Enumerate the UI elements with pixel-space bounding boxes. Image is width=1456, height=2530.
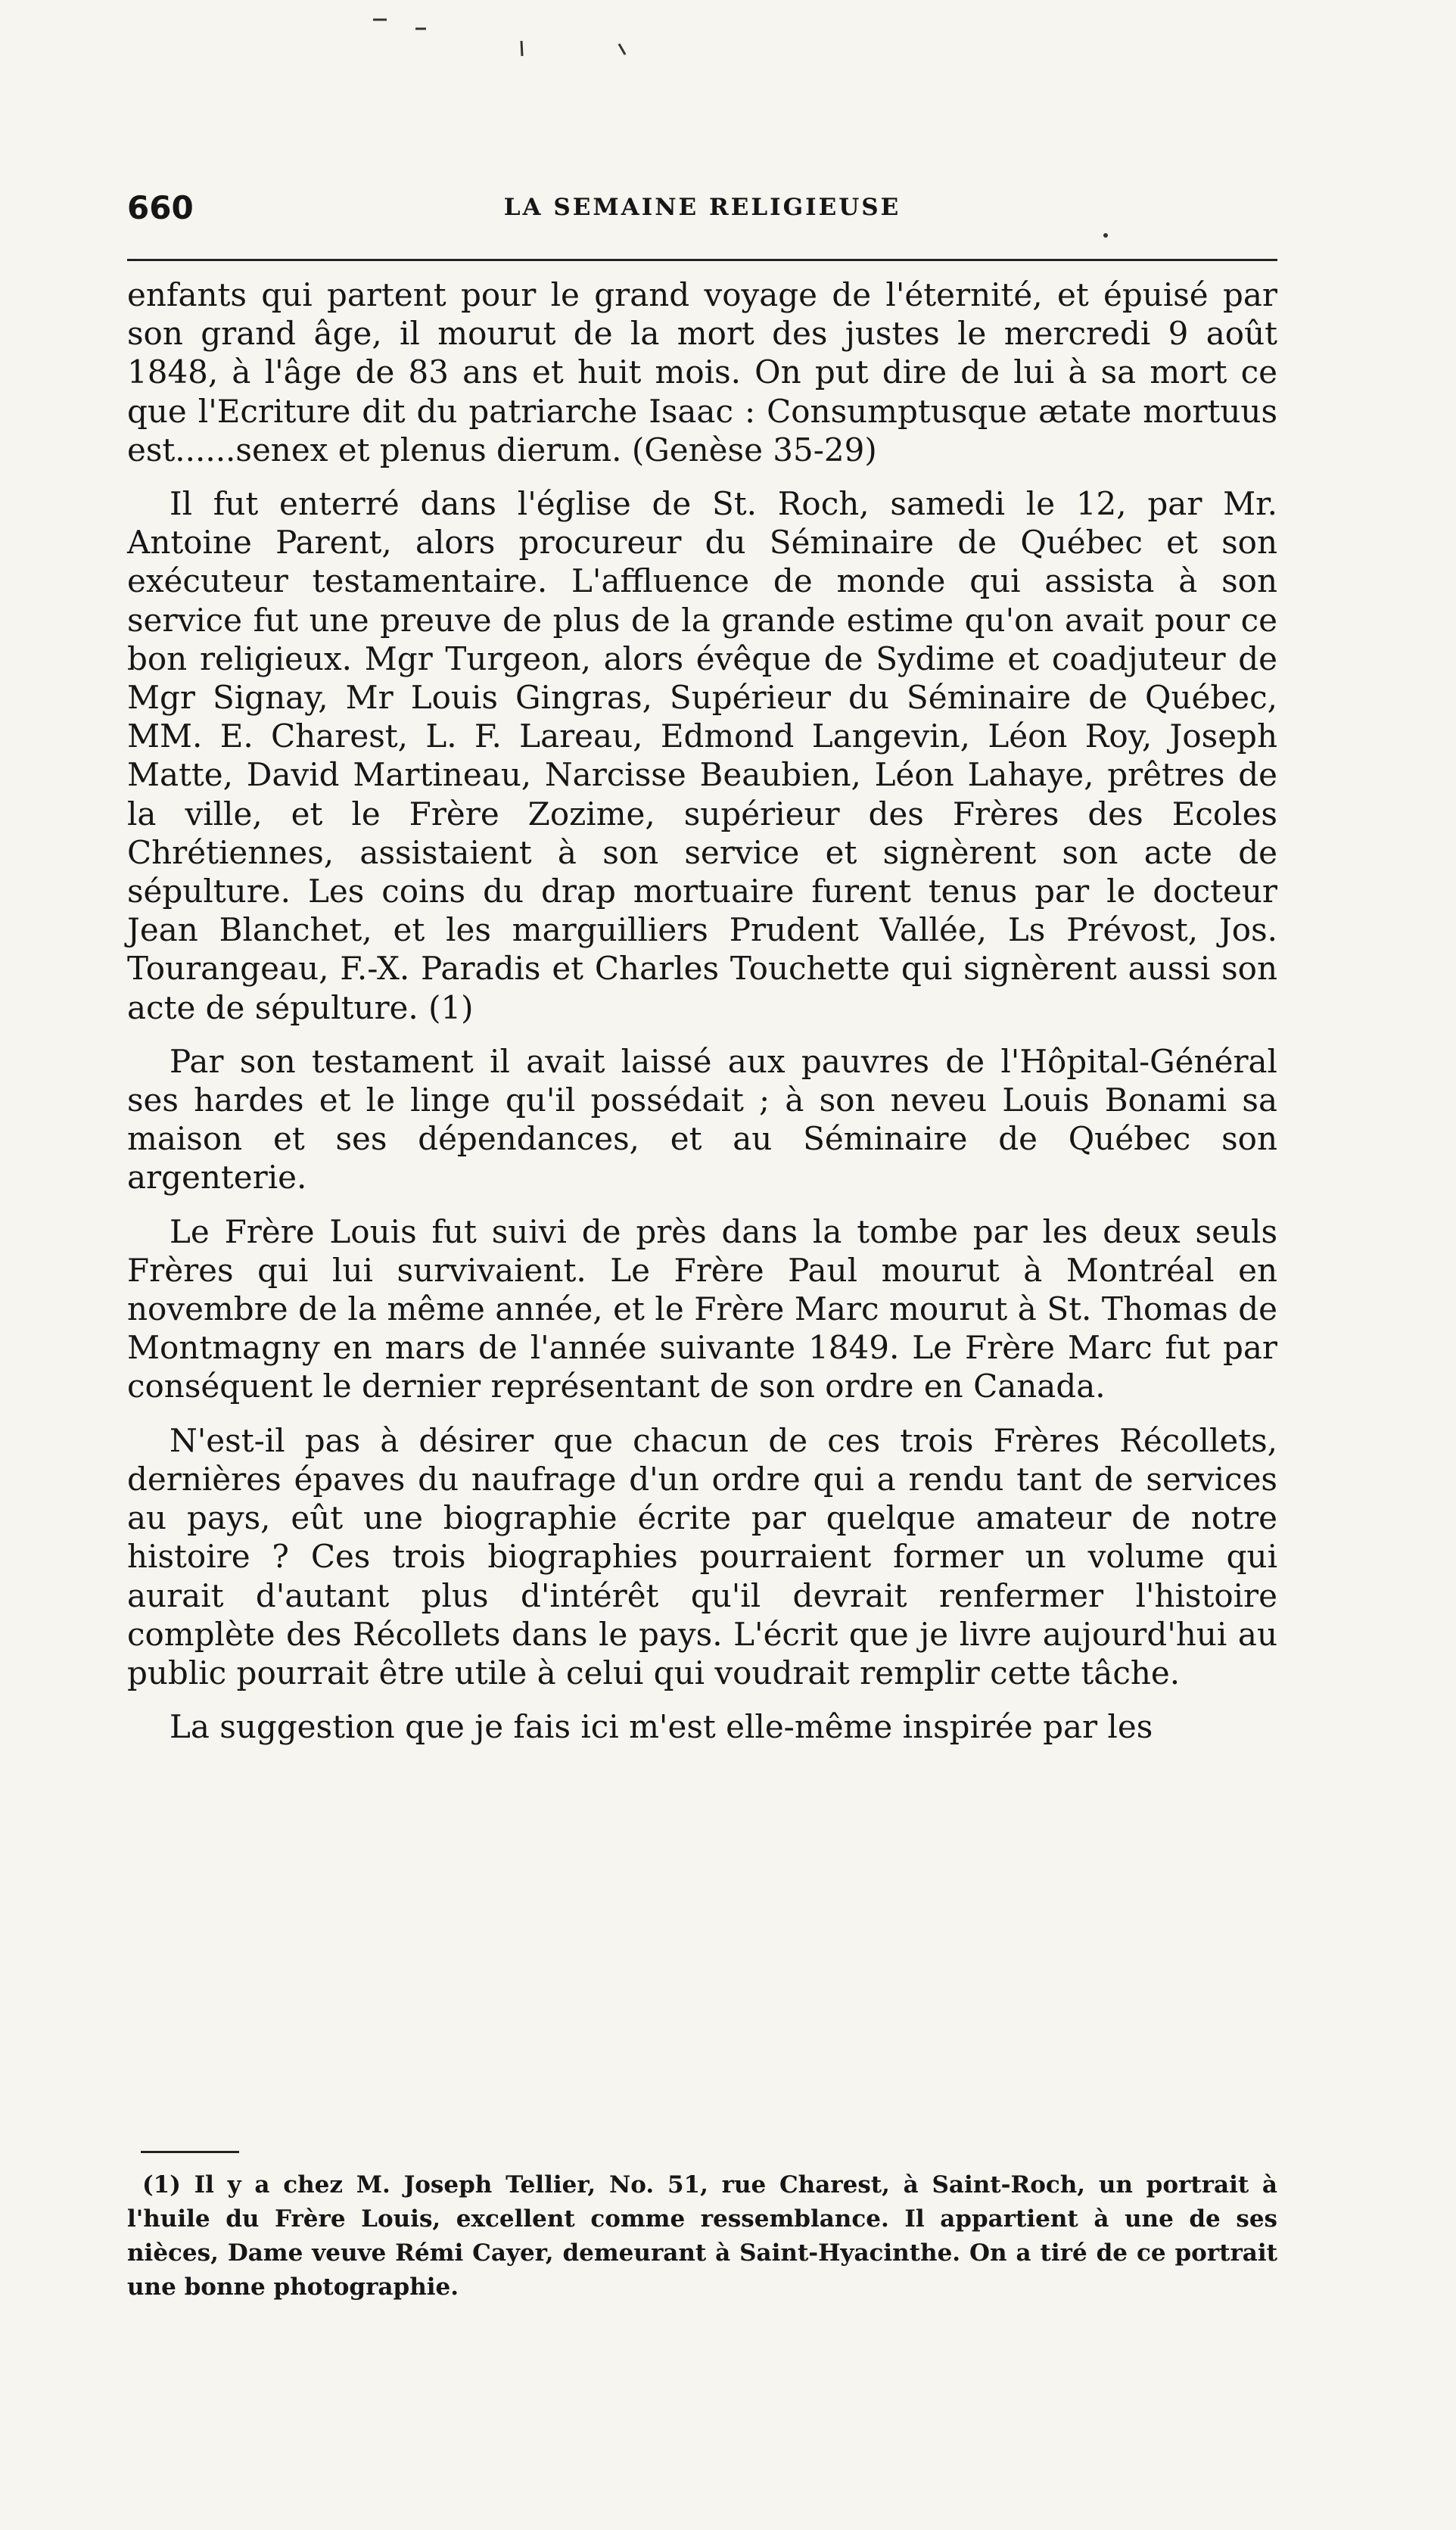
page-header (127, 189, 1277, 242)
page-number: 660 (127, 189, 194, 226)
paragraph-1: enfants qui partent pour le grand voyage de l'éternité, et épuisé par son grand âge, il mourut de la mort des justes le mercredi 9 août 1848, à l'âge de 83 ans et huit mois. On put dire de lui à sa mort ce que l'Ecriture dit du patriarche Isaac : Consumptusque ætate mortuus est......senex et plenus dierum. (Genèse 35-29) (127, 276, 1277, 468)
paragraph-2: Il fut enterré dans l'église de St. Roch, samedi le 12, par Mr. Antoine Parent, alors procureur du Séminaire de Québec et son exécuteur testamentaire. L'affluence de monde qui assista à son service fut une preuve de plus de la grande estime qu'on avait pour ce bon religieux. Mgr Turgeon, alors évêque de Sydime et coadjuteur de Mgr Signay, Mr Louis Gingras, Supérieur du Séminaire de Québec, MM. E. Charest, L. F. Lareau, Edmond Langevin, Léon Roy, Joseph Matte, David Martineau, Narcisse Beaubien, Léon Lahaye, prêtres de la ville, et le Frère Zozime, supérieur des Frères des Ecoles Chrétiennes, assistaient à son service et signèrent son acte de sépulture. Les coins du drap mortuaire furent tenus par le docteur Jean Blanchet, et les marguilliers Prudent Vallée, Ls Prévost, Jos. Tourangeau, F.-X. Paradis et Charles Touchette qui signèrent aussi son acte de sépulture. (1) (127, 485, 1277, 1026)
paragraph-4: Le Frère Louis fut suivi de près dans la tombe par les deux seuls Frères qui lui survivaient. Le Frère Paul mourut à Montréal en novembre de la même année, et le Frère Marc mourut à St. Thomas de Montmagny en mars de l'année suivante 1849. Le Frère Marc fut par conséquent le dernier représentant de son ordre en Canada. (127, 1212, 1277, 1405)
paragraph-3: Par son testament il avait laissé aux pauvres de l'Hôpital-Général ses hardes et le linge qu'il possédait ; à son neveu Louis Bonami sa maison et ses dépendances, et au Séminaire de Québec son argenterie. (127, 1042, 1277, 1197)
footnote: (1) Il y a chez M. Joseph Tellier, No. 51, rue Charest, à Saint-Roch, un portrait à l'huile du Frère Louis, excellent comme ressemblance. Il appartient à une de ses nièces, Dame veuve Rémi Cayer, demeurant à Saint-Hyacinthe. On a tiré de ce portrait une bonne photographie. (127, 2171, 1277, 2301)
paragraph-6: La suggestion que je fais ici m'est elle-même inspirée par les (170, 1708, 1153, 1746)
body-text (127, 275, 1277, 1746)
running-title: LA SEMAINE RELIGIEUSE (503, 194, 901, 221)
paragraph-5: N'est-il pas à désirer que chacun de ces trois Frères Récollets, dernières épaves du naufrage d'un ordre qui a rendu tant de services au pays, eût une biographie écrite par quelque amateur de notre histoire ? Ces trois biographies pourraient former un volume qui aurait d'autant plus d'intérêt qu'il devrait renfermer l'histoire complète des Récollets dans le pays. L'écrit que je livre aujourd'hui au public pourrait être utile à celui qui voudrait remplir cette tâche. (127, 1421, 1277, 1691)
footnote-rule (141, 2151, 239, 2153)
header-rule (127, 259, 1277, 261)
